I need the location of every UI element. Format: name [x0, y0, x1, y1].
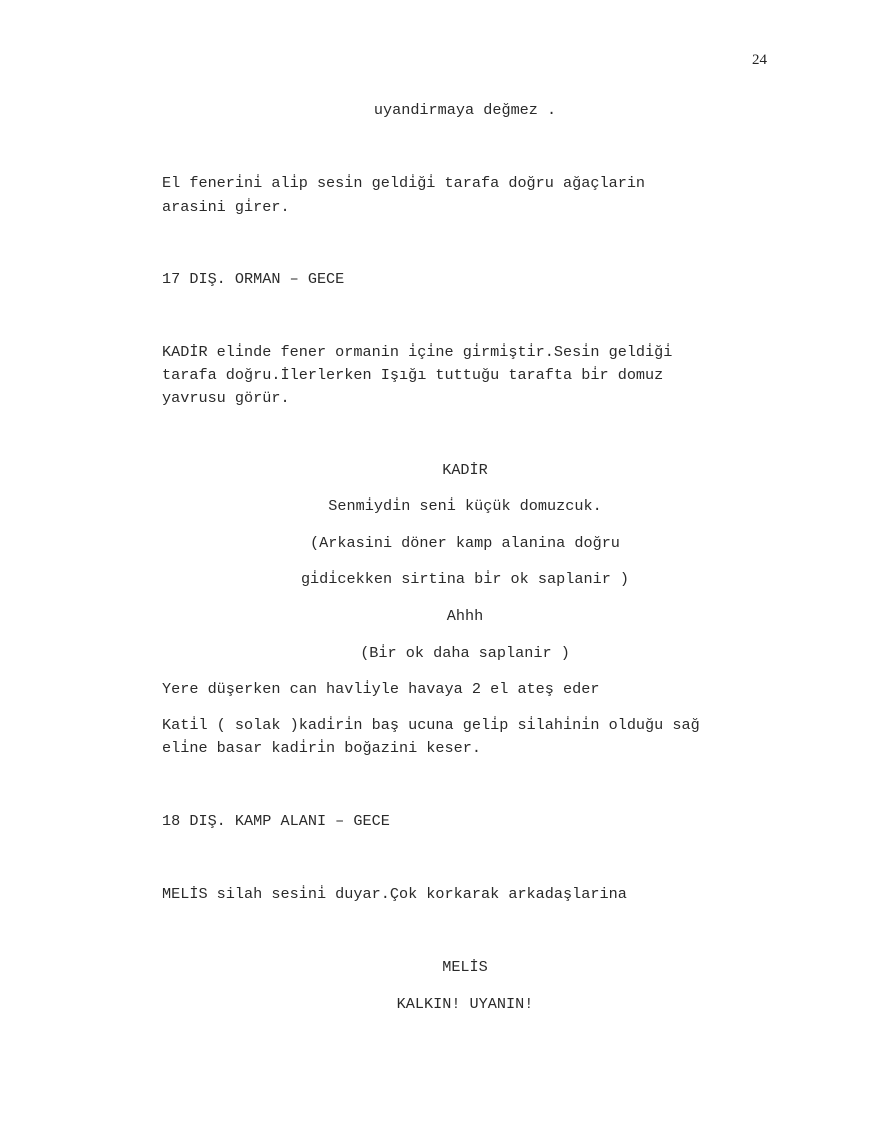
action-line: arasini gi̇rer. [162, 198, 290, 216]
dialogue-line: Ahhh [446, 607, 484, 625]
action-line: yavrusu görür. [162, 389, 290, 407]
action-line: Yere düşerken can havli̇yle havaya 2 el ateş eder [162, 680, 600, 698]
action-line: El feneri̇ni̇ ali̇p sesi̇n geldi̇ği̇ tarafa doğru ağaçlarin [162, 174, 646, 192]
dialogue-line: uyandirmaya değmez . [373, 101, 557, 119]
dialogue-line: Senmi̇ydi̇n seni̇ küçük domuzcuk. [328, 497, 602, 515]
action-line: KADİR eli̇nde fener ormanin i̇çi̇ne gi̇rmi̇şti̇r.Sesi̇n geldi̇ği̇ [162, 343, 673, 361]
action-line: eli̇ne basar kadi̇ri̇n boğazini keser. [162, 739, 481, 757]
scene-heading: 17 DIŞ. ORMAN – GECE [162, 270, 345, 288]
action-line: MELİS silah sesi̇ni̇ duyar.Çok korkarak arkadaşlarina [162, 885, 627, 903]
dialogue-line: KALKIN! UYANIN! [396, 995, 534, 1013]
scene-heading: 18 DIŞ. KAMP ALANI – GECE [162, 812, 390, 830]
character-name: MELİS [442, 958, 488, 976]
parenthetical: (Arkasini döner kamp alanina doğru [310, 534, 620, 552]
action-line: tarafa doğru.İlerlerken Işığı tuttuğu tarafta bi̇r domuz [162, 366, 664, 384]
page-number: 24 [752, 52, 767, 68]
parenthetical: (Bi̇r ok daha saplanir ) [360, 644, 570, 662]
character-name: KADİR [442, 461, 488, 479]
parenthetical: gi̇di̇cekken sirtina bi̇r ok saplanir ) [300, 570, 630, 588]
action-line: Kati̇l ( solak )kadi̇ri̇n baş ucuna geli̇p si̇lahi̇ni̇n olduğu sağ [162, 716, 700, 734]
